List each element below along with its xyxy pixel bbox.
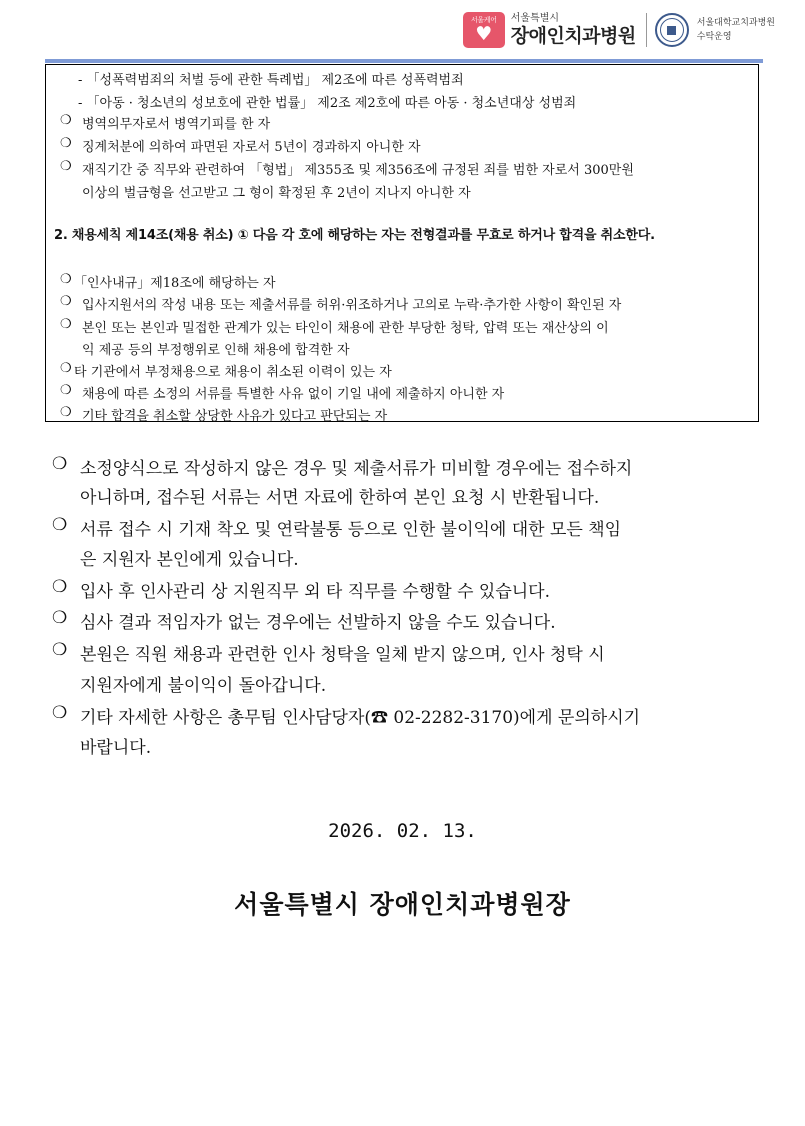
disqualification-box: - 「성폭력범죄의 처벌 등에 관한 특례법」 제2조에 따른 성폭력범죄 - 「아동 · 청소년의 성보호에 관한 법률」 제2조 제2호에 따른 아동 · 청소년대상 성범죄 ❍ 병역의무자로서 병역기피를 한 자 ❍ 징계처분에 의하여 파면된 자로서 5년이 경과하지 아니한 자 ❍ 재직기간 중 직무와 관련하여 「형법」 제355조 및 제356조에 규정된 죄를 범한 자로서 300만원 이상의 벌금형을 선고받고 그 형이 확정된 후 2년이 지나지 아니한 자 2. 채용세칙 제14조(채용 취소) ① 다음 각 호에 해당하는 자는 전형결과를 무효로 하거나 합격을 취소한다. ❍ 「인사내규」제18조에 해당하는 자 ❍ 입사지원서의 작성 내용 또는 제출서류를 허위·위조하거나 고의로 누락·추가한 사항이 확인된 자 ❍ 본인 또는 본인과 밀접한 관계가 있는 타인이 채용에 관한 부당한 청탁, 압력 또는 재산상의 이 익 제공 등의 부정행위로 인해 채용에 합격한 자 ❍ 타 기관에서 부정채용으로 채용이 취소된 이력이 있는 자 ❍ 채용에 따른 소정의 서류를 특별한 사유 없이 기일 내에 제출하지 아니한 자 ❍ 기타 합격을 취소할 상당한 사유가 있다고 판단되는 자 [45, 64, 759, 422]
bullet-icon: ❍ [52, 577, 68, 597]
bullet-icon: ❍ [52, 608, 68, 628]
bullet-icon: ❍ [60, 272, 72, 287]
seoul-care-logo [463, 12, 505, 48]
section-heading: 2. 채용세칙 제14조(채용 취소) ① 다음 각 호에 해당하는 자는 전형결과를 무효로 하거나 합격을 취소한다. [54, 228, 655, 243]
bullet-icon: ❍ [60, 136, 72, 151]
bullet-icon: ❍ [60, 405, 72, 420]
university-seal-icon [655, 13, 689, 47]
page-header [463, 10, 775, 50]
header-rule [45, 59, 763, 63]
bullet-icon: ❍ [60, 361, 72, 376]
signature: 서울특별시 장애인치과병원장 [234, 890, 571, 919]
bullet-icon: ❍ [60, 113, 72, 128]
university-block [697, 16, 775, 44]
bullet-icon: ❍ [60, 383, 72, 398]
bullet-icon: ❍ [52, 703, 68, 723]
university-sub: 수탁운영 [696, 32, 732, 42]
bullet-icon: ❍ [60, 317, 72, 332]
hospital-name-block [511, 13, 636, 47]
bullet-icon: ❍ [52, 515, 68, 535]
bullet-icon: ❍ [52, 640, 68, 660]
header-divider [646, 13, 647, 47]
university-name: 서울대학교치과병원 [696, 18, 775, 28]
heart-icon: ♥ [475, 23, 493, 45]
bullet-icon: ❍ [60, 294, 72, 309]
logo-label: 서울케어 [470, 16, 497, 24]
bullet-icon: ❍ [60, 159, 72, 174]
hospital-city: 서울특별시 [510, 13, 560, 24]
bullet-icon: ❍ [52, 454, 68, 474]
document-date: 2026. 02. 13. [328, 820, 477, 842]
hospital-name: 장애인치과병원 [510, 25, 636, 47]
